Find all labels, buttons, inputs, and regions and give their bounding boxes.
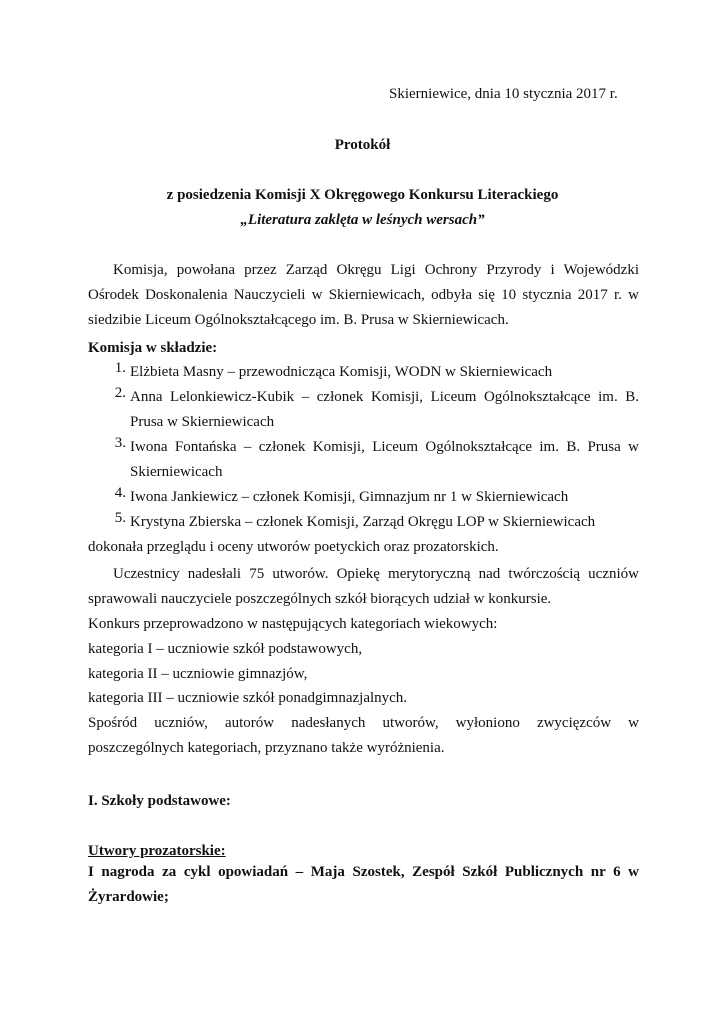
member-number: 1.: [114, 360, 126, 376]
category-item: kategoria III – uczniowie szkół ponadgimnazjalnych.: [88, 690, 408, 706]
member-text: Iwona Jankiewicz – członek Komisji, Gimnazjum nr 1 w Skierniewicach: [130, 489, 569, 505]
member-text: Anna Lelonkiewicz-Kubik – członek Komisji, Liceum Ogólnokształcące im. B. Prusa w Skierniewicach: [130, 389, 639, 430]
committee-heading: Komisja w składzie:: [88, 340, 218, 356]
categories-intro: Konkurs przeprowadzono w następujących kategoriach wiekowych:: [88, 616, 498, 632]
award-entry: I nagroda za cykl opowiadań – Maja Szostek, Zespół Szkół Publicznych nr 6 w Żyrardowie;: [88, 864, 639, 905]
intro-paragraph: Komisja, powołana przez Zarząd Okręgu Ligi Ochrony Przyrody i Wojewódzki Ośrodek Doskonalenia Nauczycieli w Skierniewicach, odbyła się 10 stycznia 2017 r. w siedzibie Liceum Ogólnokształcącego im. B. Prusa w Skierniewicach.: [88, 262, 639, 328]
member-text: Krystyna Zbierska – członek Komisji, Zarząd Okręgu LOP w Skierniewicach: [130, 514, 596, 530]
participants-paragraph: Uczestnicy nadesłali 75 utworów. Opiekę merytoryczną nad twórczością uczniów sprawowali nauczyciele poszczególnych szkół biorących udział w konkursie.: [88, 566, 639, 607]
member-number: 2.: [114, 385, 126, 401]
member-text: Iwona Fontańska – członek Komisji, Liceum Ogólnokształcące im. B. Prusa w Skierniewicach: [130, 439, 639, 480]
subtitle-line-2: „Literatura zaklęta w leśnych wersach”: [240, 212, 485, 228]
document-title: Protokół: [334, 137, 391, 153]
subtitle-line-1: z posiedzenia Komisji X Okręgowego Konkursu Literackiego: [166, 187, 559, 203]
section-subheading: Utwory prozatorskie:: [88, 843, 226, 859]
committee-closing: dokonała przeglądu i oceny utworów poetyckich oraz prozatorskich.: [88, 539, 499, 555]
category-item: kategoria II – uczniowie gimnazjów,: [88, 666, 308, 682]
member-text: Elżbieta Masny – przewodnicząca Komisji, WODN w Skierniewicach: [130, 364, 553, 380]
member-number: 5.: [114, 510, 126, 526]
member-number: 4.: [114, 485, 126, 501]
date-line: Skierniewice, dnia 10 stycznia 2017 r.: [389, 86, 618, 102]
member-number: 3.: [114, 435, 126, 451]
category-item: kategoria I – uczniowie szkół podstawowych,: [88, 641, 363, 657]
section-heading: I. Szkoły podstawowe:: [88, 793, 231, 809]
winners-intro-paragraph: Spośród uczniów, autorów nadesłanych utworów, wyłoniono zwycięzców w poszczególnych kategoriach, przyznano także wyróżnienia.: [88, 715, 639, 756]
